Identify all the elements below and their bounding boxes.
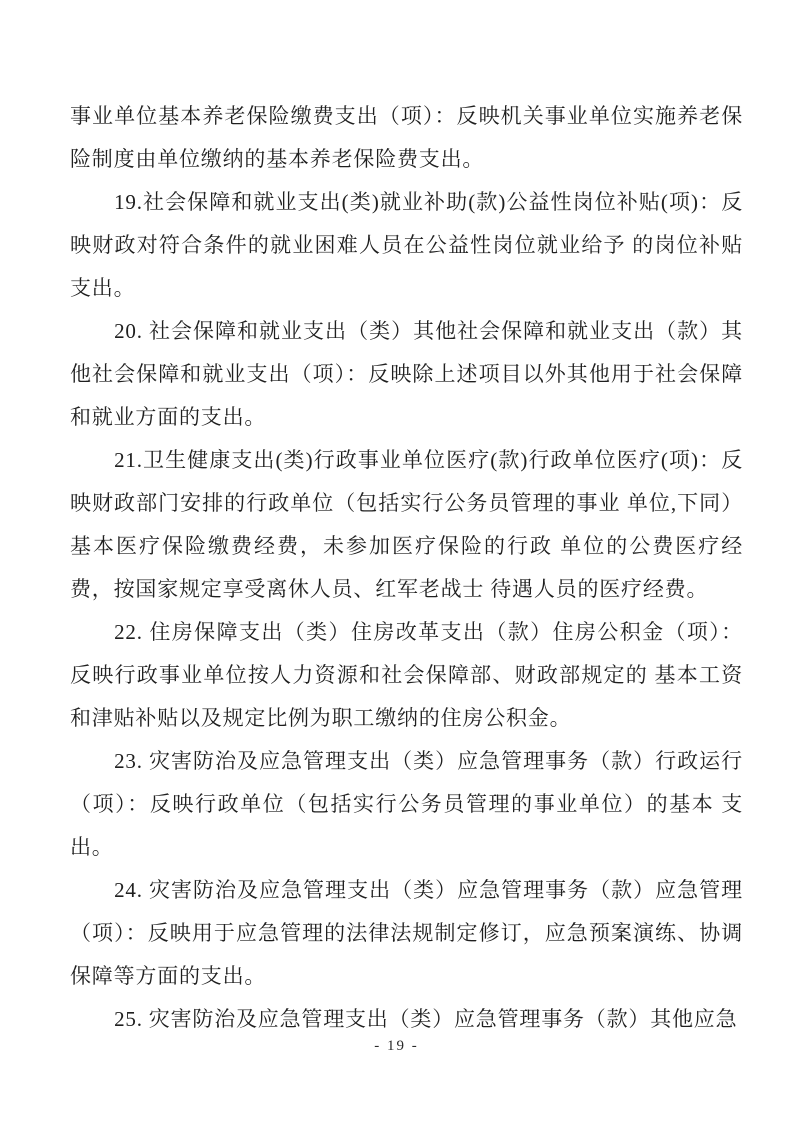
paragraph: 24. 灾害防治及应急管理支出（类）应急管理事务（款）应急管理（项）：反映用于应急管理的法律法规制定修订，应急预案演练、协调保障等方面的支出。: [70, 878, 743, 988]
paragraph: 21.卫生健康支出(类)行政事业单位医疗(款)行政单位医疗(项)：反映财政部门安排的行政单位（包括实行公务员管理的事业 单位,下同）基本医疗保险缴费经费，未参加医疗保险的行政 单位的公费医疗经费，按国家规定享受离休人员、红军老战士 待遇人员的医疗经费。: [70, 448, 744, 601]
paragraph: 20. 社会保障和就业支出（类）其他社会保障和就业支出（款）其他社会保障和就业支出（项）：反映除上述项目以外其他用于社会保障和就业方面的支出。: [70, 319, 743, 429]
document-body: [70, 95, 743, 1041]
paragraph: 22. 住房保障支出（类）住房改革支出（款）住房公积金（项）：反映行政事业单位按人力资源和社会保障部、财政部规定的 基本工资和津贴补贴以及规定比例为职工缴纳的住房公积金。: [70, 620, 743, 730]
paragraph: 19.社会保障和就业支出(类)就业补助(款)公益性岗位补贴(项)：反映财政对符合条件的就业困难人员在公益性岗位就业给予 的岗位补贴支出。: [70, 190, 743, 300]
paragraph: 25. 灾害防治及应急管理支出（类）应急管理事务（款）其他应急: [114, 1007, 738, 1031]
paragraph: 事业单位基本养老保险缴费支出（项）：反映机关事业单位实施养老保险制度由单位缴纳的基本养老保险费支出。: [70, 104, 743, 171]
page-number: - 19 -: [374, 1038, 419, 1054]
paragraph: 23. 灾害防治及应急管理支出（类）应急管理事务（款）行政运行（项）：反映行政单位（包括实行公务员管理的事业单位）的基本 支出。: [70, 749, 743, 859]
